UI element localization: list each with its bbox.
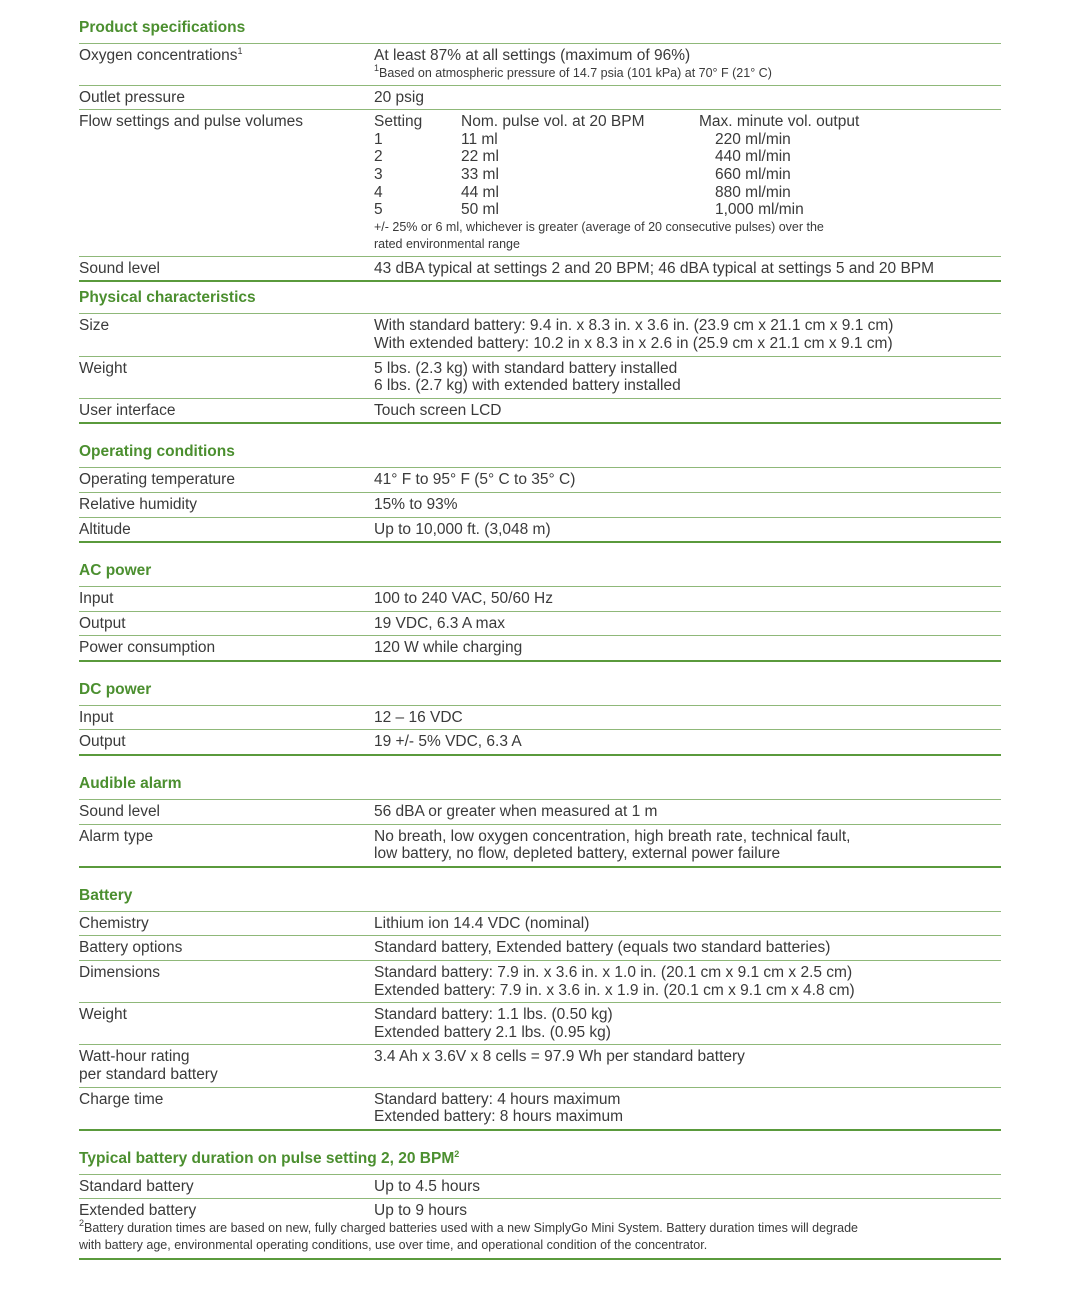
flow-cell: 44 ml bbox=[461, 183, 499, 201]
flow-cell: 440 ml/min bbox=[715, 148, 791, 166]
spec-row-dc-output: Output 19 +/- 5% VDC, 6.3 A bbox=[79, 730, 1001, 756]
flow-cell: 220 ml/min bbox=[715, 130, 791, 148]
spec-row-size: Size With standard battery: 9.4 in. x 8.3 in. x 3.6 in. (23.9 cm x 21.1 cm x 9.1 cm) With extended battery: 10.2 in x 8.3 in x 2.6 in (25.9 cm x 21.1 cm x 9.1 cm) bbox=[79, 314, 1001, 356]
flow-cell: 880 ml/min bbox=[715, 183, 791, 201]
footnote: $^2$Battery duration times are based on new, fully charged batteries used with a new SimplyGo Mini System. Battery duration times will degrade with battery age, environmental operating conditions, use over time, and operational condition of the concentrator. bbox=[79, 1220, 1001, 1260]
section-title-dc-power: DC power bbox=[79, 674, 1001, 706]
section-title-physical: Physical characteristics bbox=[79, 282, 1001, 314]
spec-row-dimensions: Dimensions Standard battery: 7.9 in. x 3.6 in. x 1.0 in. (20.1 cm x 9.1 cm x 2.5 cm) Extended battery: 7.9 in. x 3.6 in. x 1.9 in. (20.1 cm x 9.1 cm x 4.8 cm) bbox=[79, 961, 1001, 1003]
flow-cell: 33 ml bbox=[461, 165, 499, 183]
flow-cell: 11 ml bbox=[461, 130, 498, 148]
flow-cell: 2 bbox=[374, 148, 383, 166]
flow-header: Max. minute vol. output bbox=[699, 113, 860, 131]
spec-row-alarm-sound: Sound level 56 dBA or greater when measured at 1 m bbox=[79, 800, 1001, 825]
section-title-operating: Operating conditions bbox=[79, 436, 1001, 468]
spec-row-sound-level: Sound level 43 dBA typical at settings 2 and 20 BPM; 46 dBA typical at settings 5 and 20 BPM bbox=[79, 257, 1001, 283]
section-title-battery-duration: Typical battery duration on pulse setting 2, 20 BPM$^2$ bbox=[79, 1143, 1001, 1175]
flow-header: Nom. pulse vol. at 20 BPM bbox=[461, 113, 645, 131]
spec-row-extended-duration: Extended battery Up to 9 hours bbox=[79, 1202, 468, 1220]
section-title-audible-alarm: Audible alarm bbox=[79, 768, 1001, 800]
spec-row-battery-options: Battery options Standard battery, Extended battery (equals two standard batteries) bbox=[79, 936, 1001, 961]
spec-row-humidity: Relative humidity 15% to 93% bbox=[79, 493, 1001, 518]
spec-value: At least 87% at all settings (maximum of 96%) $^1$Based on atmospheric pressure of 14.7 psia (101 kPa) at 70° F (21° C) bbox=[374, 47, 772, 80]
section-title-battery: Battery bbox=[79, 880, 1001, 912]
spec-row-oxygen bbox=[79, 44, 1001, 86]
flow-cell: 3 bbox=[374, 165, 383, 183]
spec-row-standard-duration: Standard battery Up to 4.5 hours bbox=[79, 1175, 1001, 1200]
flow-header: Setting bbox=[374, 113, 423, 131]
flow-note: +/- 25% or 6 ml, whichever is greater (average of 20 consecutive pulses) over the bbox=[374, 219, 824, 234]
spec-row-dc-input: Input 12 – 16 VDC bbox=[79, 706, 1001, 731]
spec-row-ac-input: Input 100 to 240 VAC, 50/60 Hz bbox=[79, 587, 1001, 612]
flow-cell: 4 bbox=[374, 183, 383, 201]
spec-row-battery-weight: Weight Standard battery: 1.1 lbs. (0.50 kg) Extended battery 2.1 lbs. (0.95 kg) bbox=[79, 1003, 1001, 1045]
flow-note: rated environmental range bbox=[374, 236, 520, 251]
spec-row-power-consumption: Power consumption 120 W while charging bbox=[79, 636, 1001, 662]
flow-grid bbox=[374, 113, 1001, 219]
flow-table bbox=[374, 113, 1001, 253]
flow-cell: 50 ml bbox=[461, 201, 499, 219]
section-title-ac-power: AC power bbox=[79, 555, 1001, 587]
spec-row-outlet-pressure: Outlet pressure 20 psig bbox=[79, 86, 1001, 111]
spec-row-altitude: Altitude Up to 10,000 ft. (3,048 m) bbox=[79, 518, 1001, 544]
spec-row-watt-hour: Watt-hour rating per standard battery 3.4 Ah x 3.6V x 8 cells = 97.9 Wh per standard battery bbox=[79, 1045, 1001, 1087]
spec-row-charge-time: Charge time Standard battery: 4 hours maximum Extended battery: 8 hours maximum bbox=[79, 1088, 1001, 1131]
flow-cell: 22 ml bbox=[461, 148, 499, 166]
spec-document bbox=[79, 12, 1001, 1260]
spec-row-chemistry: Chemistry Lithium ion 14.4 VDC (nominal) bbox=[79, 912, 1001, 937]
spec-row-temperature: Operating temperature 41° F to 95° F (5° C to 35° C) bbox=[79, 468, 1001, 493]
section-title-product-specifications: Product specifications bbox=[79, 12, 1001, 44]
flow-cell: 5 bbox=[374, 201, 383, 219]
flow-cell: 1,000 ml/min bbox=[715, 201, 804, 219]
spec-row-user-interface: User interface Touch screen LCD bbox=[79, 399, 1001, 425]
spec-label: Oxygen concentrations$^1$ bbox=[79, 46, 243, 64]
spec-row-weight: Weight 5 lbs. (2.3 kg) with standard battery installed 6 lbs. (2.7 kg) with extended battery installed bbox=[79, 357, 1001, 399]
flow-cell: 1 bbox=[374, 130, 383, 148]
spec-row-flow-settings: Flow settings and pulse volumes Setting Nom. pulse vol. at 20 BPM Max. minute vol. output 1 11 ml 220 ml/min 2 22 ml 440 ml/min 3 33 ml 660 ml/min 4 44 ml 880 ml/min 5 50 ml 1,000 ml/min +/- 25% or 6 ml, whichever is greater (average of 20 consecutive pulses) over the rated environmental range bbox=[79, 110, 1001, 257]
spec-row-alarm-type: Alarm type No breath, low oxygen concentration, high breath rate, technical fault, low battery, no flow, depleted battery, external power failure bbox=[79, 825, 1001, 868]
spec-row-ac-output: Output 19 VDC, 6.3 A max bbox=[79, 612, 1001, 637]
flow-cell: 660 ml/min bbox=[715, 165, 791, 183]
